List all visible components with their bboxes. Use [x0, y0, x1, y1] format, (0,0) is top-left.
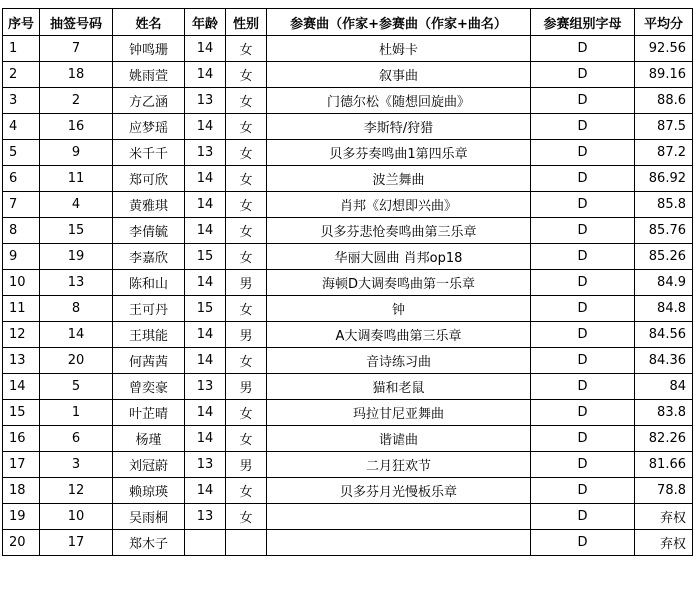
cell-group: D — [531, 88, 635, 114]
cell-piece: 二月狂欢节 — [267, 452, 531, 478]
cell-score: 84.8 — [635, 296, 693, 322]
cell-gender: 女 — [226, 114, 267, 140]
table-row — [3, 244, 693, 270]
table-row — [3, 88, 693, 114]
cell-age: 14 — [185, 192, 226, 218]
cell-group: D — [531, 322, 635, 348]
cell-name: 刘冠蔚 — [113, 452, 185, 478]
cell-piece: 贝多芬月光慢板乐章 — [267, 478, 531, 504]
cell-age — [185, 530, 226, 556]
cell-group: D — [531, 296, 635, 322]
cell-group: D — [531, 36, 635, 62]
cell-piece: 肖邦《幻想即兴曲》 — [267, 192, 531, 218]
cell-piece: 音诗练习曲 — [267, 348, 531, 374]
cell-age: 13 — [185, 452, 226, 478]
cell-no: 10 — [3, 270, 40, 296]
cell-draw-number: 2 — [40, 88, 113, 114]
cell-draw-number: 7 — [40, 36, 113, 62]
cell-piece: 猫和老鼠 — [267, 374, 531, 400]
header-group: 参赛组别字母 — [531, 9, 635, 36]
table-row — [3, 270, 693, 296]
cell-age: 15 — [185, 296, 226, 322]
cell-draw-number: 8 — [40, 296, 113, 322]
cell-draw-number: 20 — [40, 348, 113, 374]
header-no: 序号 — [3, 9, 40, 36]
cell-name: 郑木子 — [113, 530, 185, 556]
cell-gender: 女 — [226, 504, 267, 530]
cell-draw-number: 10 — [40, 504, 113, 530]
cell-no: 6 — [3, 166, 40, 192]
cell-age: 14 — [185, 36, 226, 62]
cell-group: D — [531, 270, 635, 296]
table-header-row — [3, 9, 693, 36]
cell-name: 李倩毓 — [113, 218, 185, 244]
cell-group: D — [531, 192, 635, 218]
cell-draw-number: 9 — [40, 140, 113, 166]
cell-piece — [267, 530, 531, 556]
cell-draw-number: 11 — [40, 166, 113, 192]
cell-score: 87.5 — [635, 114, 693, 140]
cell-gender: 女 — [226, 88, 267, 114]
cell-no: 3 — [3, 88, 40, 114]
cell-gender: 女 — [226, 244, 267, 270]
cell-score: 86.92 — [635, 166, 693, 192]
cell-name: 应梦瑶 — [113, 114, 185, 140]
cell-age: 13 — [185, 140, 226, 166]
cell-group: D — [531, 374, 635, 400]
cell-piece: 海顿D大调奏鸣曲第一乐章 — [267, 270, 531, 296]
cell-group: D — [531, 218, 635, 244]
cell-score: 85.8 — [635, 192, 693, 218]
cell-age: 14 — [185, 166, 226, 192]
cell-age: 14 — [185, 218, 226, 244]
cell-gender: 女 — [226, 218, 267, 244]
table-row — [3, 192, 693, 218]
table-row — [3, 426, 693, 452]
table-row — [3, 374, 693, 400]
cell-no: 8 — [3, 218, 40, 244]
cell-draw-number: 15 — [40, 218, 113, 244]
cell-no: 12 — [3, 322, 40, 348]
cell-no: 11 — [3, 296, 40, 322]
table-body — [3, 36, 693, 556]
cell-no: 7 — [3, 192, 40, 218]
cell-group: D — [531, 140, 635, 166]
cell-group: D — [531, 166, 635, 192]
cell-draw-number: 1 — [40, 400, 113, 426]
cell-age: 13 — [185, 88, 226, 114]
table-row — [3, 166, 693, 192]
cell-no: 16 — [3, 426, 40, 452]
cell-gender: 女 — [226, 192, 267, 218]
header-age: 年龄 — [185, 9, 226, 36]
cell-draw-number: 12 — [40, 478, 113, 504]
cell-no: 2 — [3, 62, 40, 88]
cell-draw-number: 13 — [40, 270, 113, 296]
cell-draw-number: 14 — [40, 322, 113, 348]
header-piece: 参赛曲（作家+参赛曲（作家+曲名） — [267, 9, 531, 36]
cell-group: D — [531, 452, 635, 478]
cell-piece: 贝多芬奏鸣曲1第四乐章 — [267, 140, 531, 166]
header-draw-number: 抽签号码 — [40, 9, 113, 36]
cell-name: 王可丹 — [113, 296, 185, 322]
cell-score: 81.66 — [635, 452, 693, 478]
cell-score: 85.26 — [635, 244, 693, 270]
cell-gender: 女 — [226, 400, 267, 426]
table-row — [3, 400, 693, 426]
cell-score: 弃权 — [635, 504, 693, 530]
cell-group: D — [531, 244, 635, 270]
cell-gender: 男 — [226, 374, 267, 400]
cell-no: 14 — [3, 374, 40, 400]
results-table — [2, 8, 693, 556]
cell-gender: 女 — [226, 348, 267, 374]
cell-piece: 钟 — [267, 296, 531, 322]
cell-name: 曾奕豪 — [113, 374, 185, 400]
cell-piece: 李斯特/狩猎 — [267, 114, 531, 140]
cell-name: 李嘉欣 — [113, 244, 185, 270]
cell-piece: 叙事曲 — [267, 62, 531, 88]
table-row — [3, 504, 693, 530]
cell-age: 14 — [185, 400, 226, 426]
cell-name: 何茜茜 — [113, 348, 185, 374]
cell-piece: 贝多芬悲怆奏鸣曲第三乐章 — [267, 218, 531, 244]
cell-name: 王琪能 — [113, 322, 185, 348]
header-gender: 性别 — [226, 9, 267, 36]
cell-no: 17 — [3, 452, 40, 478]
cell-group: D — [531, 114, 635, 140]
table-row — [3, 296, 693, 322]
table-row — [3, 478, 693, 504]
cell-score: 82.26 — [635, 426, 693, 452]
cell-name: 吴雨桐 — [113, 504, 185, 530]
table-row — [3, 140, 693, 166]
cell-name: 钟鸣珊 — [113, 36, 185, 62]
cell-age: 14 — [185, 114, 226, 140]
cell-name: 方乙涵 — [113, 88, 185, 114]
cell-gender: 女 — [226, 166, 267, 192]
cell-piece: A大调奏鸣曲第三乐章 — [267, 322, 531, 348]
cell-piece — [267, 504, 531, 530]
cell-score: 89.16 — [635, 62, 693, 88]
cell-draw-number: 16 — [40, 114, 113, 140]
cell-piece: 谐谑曲 — [267, 426, 531, 452]
cell-gender: 男 — [226, 452, 267, 478]
cell-age: 14 — [185, 62, 226, 88]
cell-age: 15 — [185, 244, 226, 270]
cell-no: 5 — [3, 140, 40, 166]
cell-piece: 杜姆卡 — [267, 36, 531, 62]
header-score: 平均分 — [635, 9, 693, 36]
cell-score: 84 — [635, 374, 693, 400]
cell-score: 88.6 — [635, 88, 693, 114]
cell-group: D — [531, 530, 635, 556]
cell-no: 18 — [3, 478, 40, 504]
cell-group: D — [531, 504, 635, 530]
cell-score: 弃权 — [635, 530, 693, 556]
cell-age: 13 — [185, 504, 226, 530]
cell-gender — [226, 530, 267, 556]
cell-no: 19 — [3, 504, 40, 530]
cell-piece: 门德尔松《随想回旋曲》 — [267, 88, 531, 114]
table-row — [3, 36, 693, 62]
cell-gender: 女 — [226, 426, 267, 452]
table-row — [3, 218, 693, 244]
table-row — [3, 62, 693, 88]
cell-draw-number: 3 — [40, 452, 113, 478]
cell-group: D — [531, 348, 635, 374]
cell-name: 米千千 — [113, 140, 185, 166]
cell-name: 陈和山 — [113, 270, 185, 296]
cell-draw-number: 6 — [40, 426, 113, 452]
cell-age: 14 — [185, 270, 226, 296]
cell-age: 13 — [185, 374, 226, 400]
cell-name: 姚雨萱 — [113, 62, 185, 88]
cell-name: 叶芷晴 — [113, 400, 185, 426]
cell-no: 20 — [3, 530, 40, 556]
cell-group: D — [531, 62, 635, 88]
cell-age: 14 — [185, 426, 226, 452]
cell-draw-number: 19 — [40, 244, 113, 270]
cell-age: 14 — [185, 478, 226, 504]
cell-piece: 玛拉甘尼亚舞曲 — [267, 400, 531, 426]
cell-draw-number: 17 — [40, 530, 113, 556]
cell-draw-number: 4 — [40, 192, 113, 218]
cell-name: 赖琼瑛 — [113, 478, 185, 504]
cell-draw-number: 18 — [40, 62, 113, 88]
cell-no: 15 — [3, 400, 40, 426]
cell-score: 85.76 — [635, 218, 693, 244]
cell-no: 4 — [3, 114, 40, 140]
header-name: 姓名 — [113, 9, 185, 36]
cell-age: 14 — [185, 322, 226, 348]
cell-name: 杨瑾 — [113, 426, 185, 452]
table-row — [3, 530, 693, 556]
cell-no: 1 — [3, 36, 40, 62]
cell-gender: 女 — [226, 296, 267, 322]
cell-score: 83.8 — [635, 400, 693, 426]
cell-score: 92.56 — [635, 36, 693, 62]
cell-draw-number: 5 — [40, 374, 113, 400]
cell-age: 14 — [185, 348, 226, 374]
cell-gender: 女 — [226, 62, 267, 88]
cell-gender: 女 — [226, 36, 267, 62]
cell-score: 87.2 — [635, 140, 693, 166]
cell-gender: 男 — [226, 270, 267, 296]
cell-name: 郑可欣 — [113, 166, 185, 192]
cell-gender: 男 — [226, 322, 267, 348]
table-row — [3, 452, 693, 478]
cell-piece: 华丽大圆曲 肖邦op18 — [267, 244, 531, 270]
cell-score: 84.56 — [635, 322, 693, 348]
table-row — [3, 114, 693, 140]
cell-gender: 女 — [226, 140, 267, 166]
cell-group: D — [531, 400, 635, 426]
cell-group: D — [531, 478, 635, 504]
cell-score: 78.8 — [635, 478, 693, 504]
table-row — [3, 322, 693, 348]
cell-group: D — [531, 426, 635, 452]
cell-no: 9 — [3, 244, 40, 270]
cell-name: 黄雅琪 — [113, 192, 185, 218]
cell-piece: 波兰舞曲 — [267, 166, 531, 192]
cell-score: 84.9 — [635, 270, 693, 296]
table-row — [3, 348, 693, 374]
cell-score: 84.36 — [635, 348, 693, 374]
cell-no: 13 — [3, 348, 40, 374]
cell-gender: 女 — [226, 478, 267, 504]
